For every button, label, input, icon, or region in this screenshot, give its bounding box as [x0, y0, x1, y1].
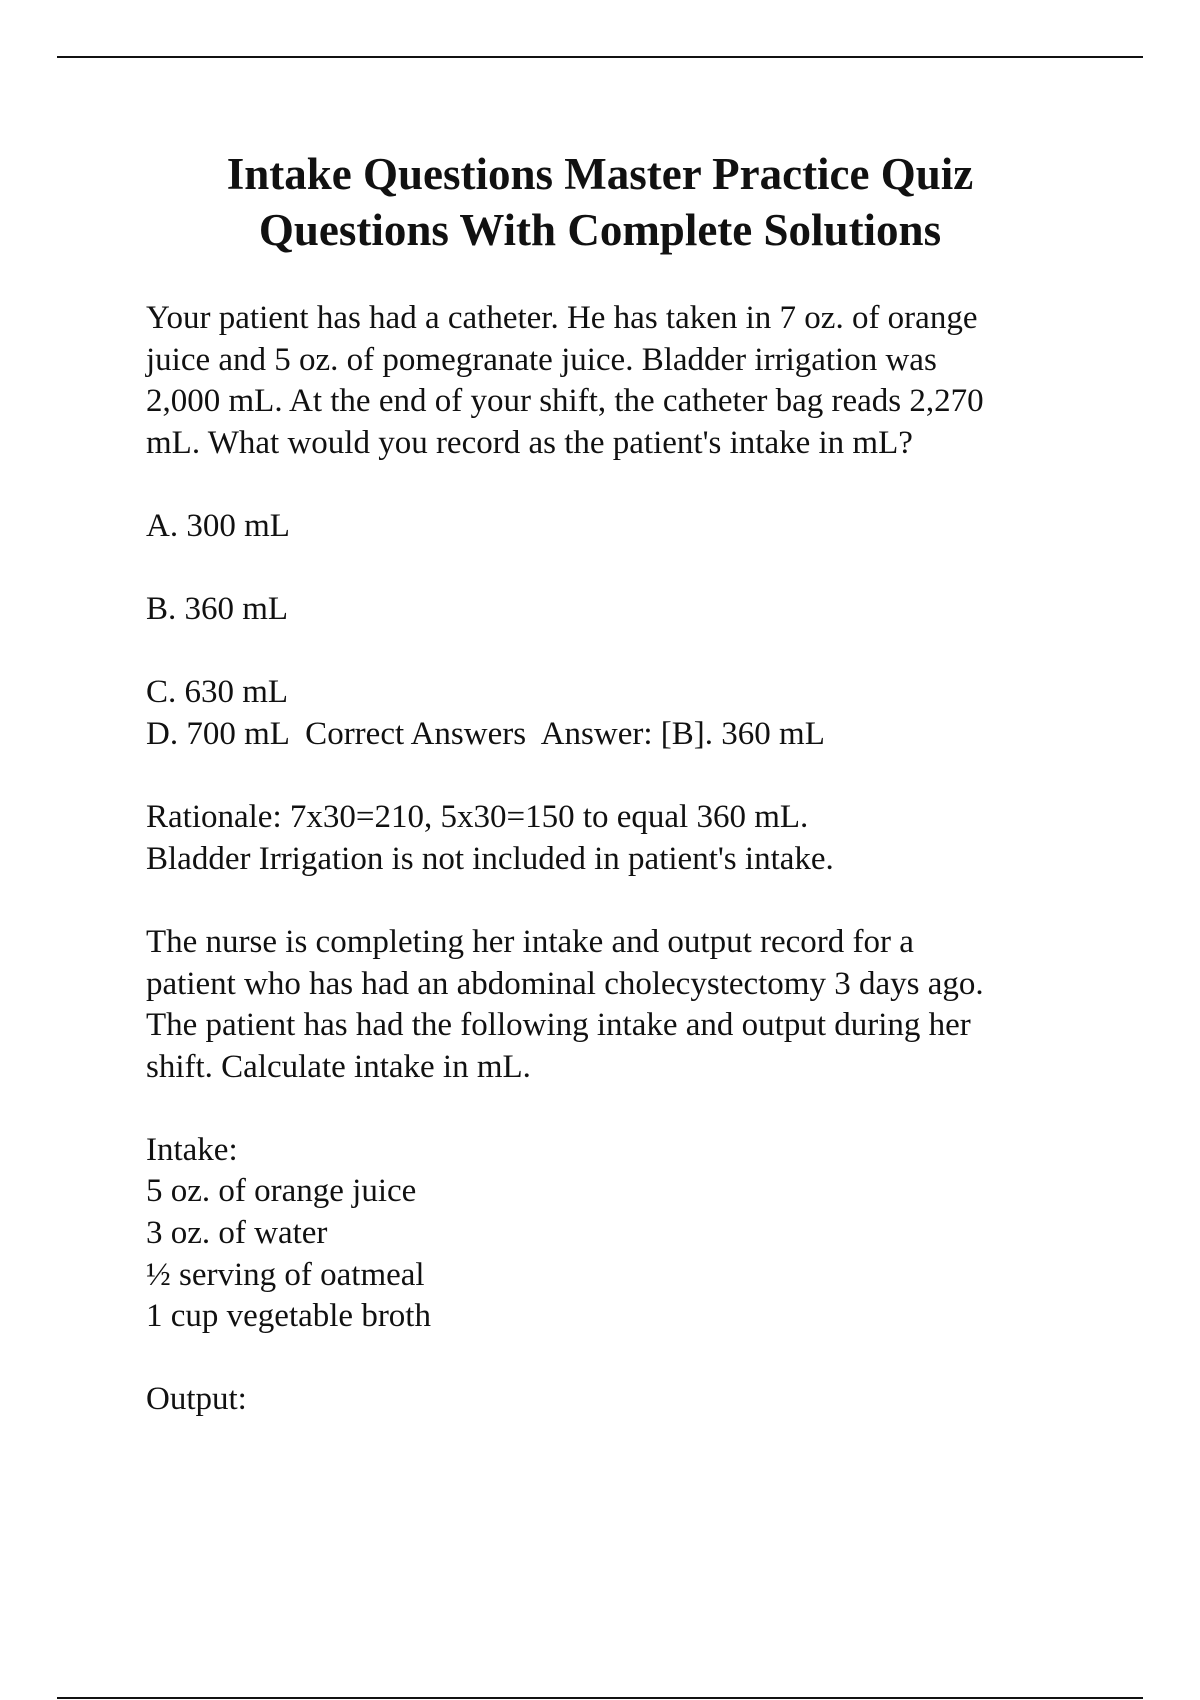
question-1-stem-line: Your patient has had a catheter. He has taken in 7 oz. of orange	[146, 300, 978, 336]
intake-item: 5 oz. of orange juice	[146, 1173, 417, 1210]
intake-item: ½ serving of oatmeal	[146, 1256, 425, 1293]
option-d-with-answer: D. 700 mL Correct Answers Answer: [B]. 360 mL	[146, 715, 825, 752]
spacer	[146, 880, 1086, 922]
spacer	[146, 631, 1086, 673]
spacer	[146, 1338, 1086, 1380]
question-2-stem-line: The nurse is completing her intake and output record for a	[146, 923, 914, 960]
document-body	[146, 298, 1086, 1421]
question-2-stem	[146, 922, 1086, 1088]
title-line-1: Intake Questions Master Practice Quiz	[226, 149, 974, 199]
question-1-stem-line: mL. What would you record as the patient's intake in mL?	[146, 424, 913, 461]
spacer	[146, 464, 1086, 506]
option-a: A. 300 mL	[146, 507, 290, 544]
question-1-stem	[146, 298, 1086, 464]
spacer	[146, 1088, 1086, 1130]
intake-item: 3 oz. of water	[146, 1215, 328, 1252]
question-1-rationale	[146, 797, 1086, 880]
question-2-stem-line: shift. Calculate intake in mL.	[146, 1048, 531, 1085]
spacer	[146, 756, 1086, 798]
option-c: C. 630 mL	[146, 674, 289, 711]
top-rule	[57, 56, 1143, 58]
question-2-stem-line: patient who has had an abdominal cholecystectomy 3 days ago.	[146, 965, 984, 1002]
option-b: B. 360 mL	[146, 591, 289, 628]
output-heading: Output:	[146, 1381, 247, 1418]
bottom-rule	[57, 1697, 1143, 1699]
spacer	[146, 548, 1086, 590]
rationale-line: Bladder Irrigation is not included in patient's intake.	[146, 840, 834, 877]
rationale-line: Rationale: 7x30=210, 5x30=150 to equal 360 mL.	[146, 799, 809, 836]
question-1-stem-line: juice and 5 oz. of pomegranate juice. Bladder irrigation was	[146, 341, 937, 378]
question-1-stem-line: 2,000 mL. At the end of your shift, the catheter bag reads 2,270	[146, 383, 984, 420]
question-2-stem-line: The patient has had the following intake and output during her	[146, 1007, 971, 1044]
title-line-2: Questions With Complete Solutions	[258, 205, 942, 255]
document-title	[100, 146, 1100, 258]
intake-heading: Intake:	[146, 1131, 238, 1168]
intake-item: 1 cup vegetable broth	[146, 1298, 431, 1335]
intake-list	[146, 1130, 1086, 1338]
